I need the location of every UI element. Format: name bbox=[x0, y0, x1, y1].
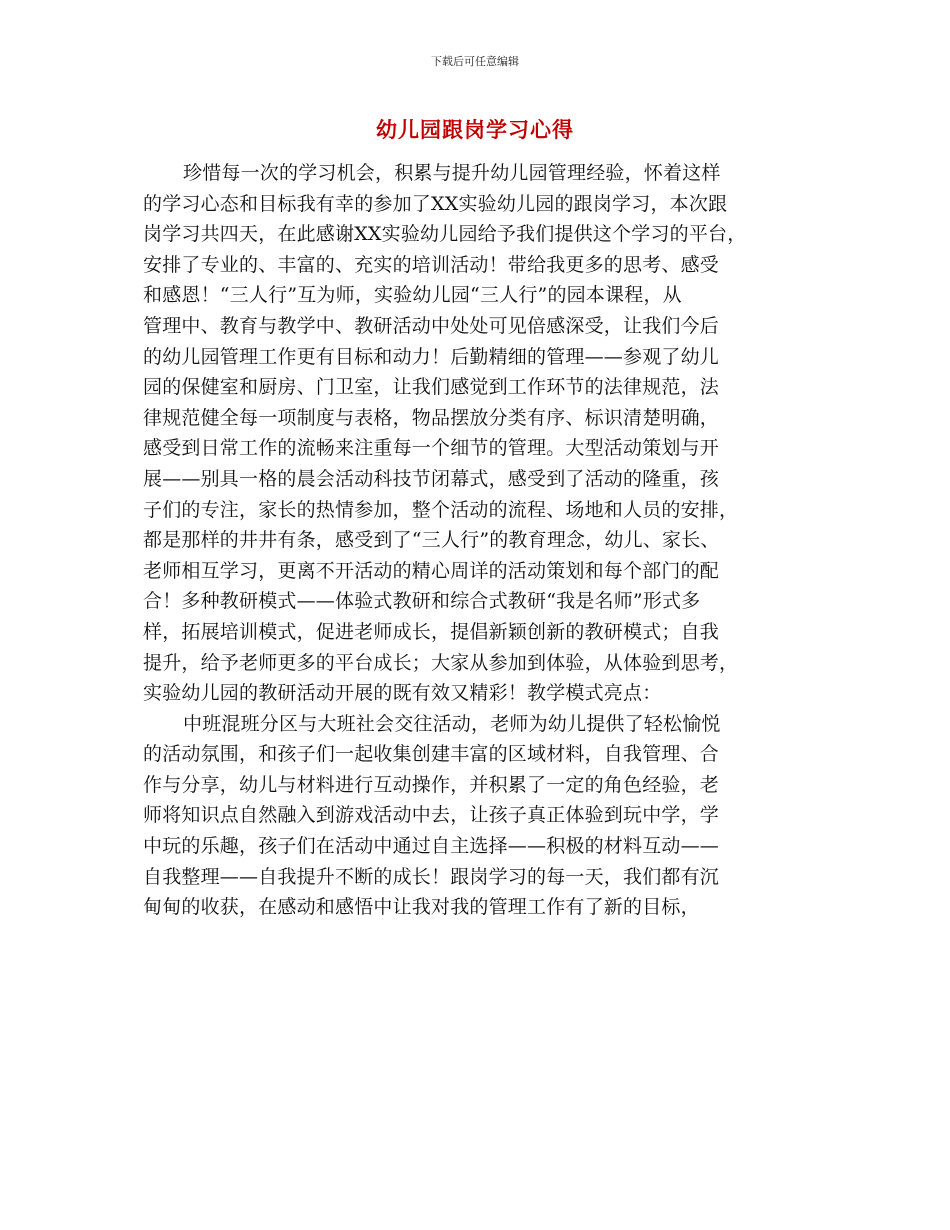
text-line: 甸甸的收获，在感动和感悟中让我对我的管理工作有了新的目标， bbox=[143, 896, 700, 919]
paragraph-2 bbox=[143, 709, 823, 923]
text-line: 提升，给予老师更多的平台成长；大家从参加到体验，从体验到思考， bbox=[143, 651, 739, 674]
text-line: 中班混班分区与大班社会交往活动，老师为幼儿提供了轻松愉悦 bbox=[183, 712, 721, 735]
text-line: 园的保健室和厨房、门卫室，让我们感觉到工作环节的法律规范，法 bbox=[143, 376, 720, 399]
text-line: 实验幼儿园的教研活动开展的既有效又精彩！教学模式亮点： bbox=[143, 682, 662, 705]
text-line: 管理中、教育与教学中、教研活动中处处可见倍感深受，让我们今后 bbox=[143, 314, 720, 337]
text-line: 岗学习共四天，在此感谢XX实验幼儿园给予我们提供这个学习的平台， bbox=[143, 223, 747, 246]
text-line: 子们的专注，家长的热情参加，整个活动的流程、场地和人员的安排， bbox=[143, 498, 739, 521]
text-line: 作与分享，幼儿与材料进行互动操作，并积累了一定的角色经验，老 bbox=[143, 773, 720, 796]
text-line: 都是那样的井井有条，感受到了“三人行”的教育理念，幼儿、家长、 bbox=[143, 529, 720, 552]
text-line: 的幼儿园管理工作更有目标和动力！后勤精细的管理——参观了幼儿 bbox=[143, 345, 720, 368]
text-line: 合！多种教研模式——体验式教研和综合式教研“我是名师”形式多 bbox=[143, 590, 701, 613]
text-line: 安排了专业的、丰富的、充实的培训活动！带给我更多的思考、感受 bbox=[143, 253, 720, 276]
document-title: 幼儿园跟岗学习心得 bbox=[376, 117, 574, 142]
text-line: 感受到日常工作的流畅来注重每一个细节的管理。大型活动策划与开 bbox=[143, 437, 720, 460]
text-line: 的学习心态和目标我有幸的参加了XX实验幼儿园的跟岗学习，本次跟 bbox=[143, 192, 728, 215]
text-line: 和感恩！“三人行”互为师，实验幼儿园“三人行”的园本课程，从 bbox=[143, 284, 682, 307]
text-line: 的活动氛围，和孩子们一起收集创建丰富的区域材料，自我管理、合 bbox=[143, 743, 720, 766]
document-body bbox=[143, 158, 823, 923]
text-line: 师将知识点自然融入到游戏活动中去，让孩子真正体验到玩中学，学 bbox=[143, 804, 720, 827]
header-note: 下载后可任意编辑 bbox=[431, 55, 519, 68]
paragraph-1 bbox=[143, 158, 823, 709]
text-line: 老师相互学习，更离不开活动的精心周详的活动策划和每个部门的配 bbox=[143, 559, 720, 582]
text-line: 自我整理——自我提升不断的成长！跟岗学习的每一天，我们都有沉 bbox=[143, 865, 720, 888]
text-line: 律规范健全每一项制度与表格，物品摆放分类有序、标识清楚明确， bbox=[143, 406, 720, 429]
text-line: 样，拓展培训模式，促进老师成长，提倡新颖创新的教研模式；自我 bbox=[143, 620, 720, 643]
text-line: 中玩的乐趣，孩子们在活动中通过自主选择——积极的材料互动—— bbox=[143, 835, 720, 858]
text-line: 展——别具一格的晨会活动科技节闭幕式，感受到了活动的隆重，孩 bbox=[143, 467, 720, 490]
text-line: 珍惜每一次的学习机会，积累与提升幼儿园管理经验，怀着这样 bbox=[183, 162, 721, 184]
